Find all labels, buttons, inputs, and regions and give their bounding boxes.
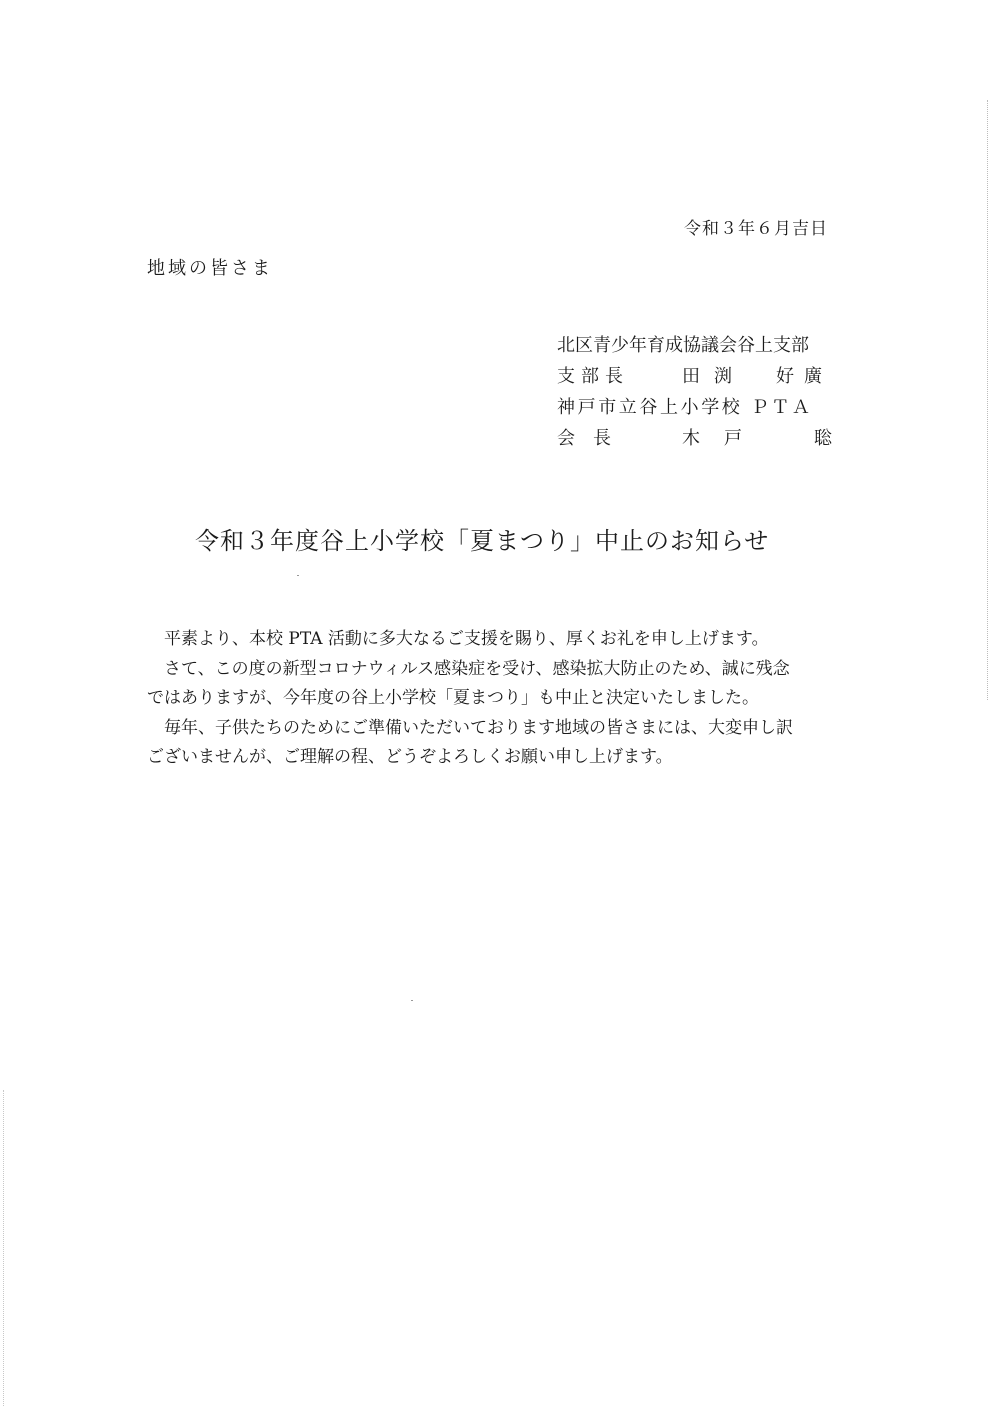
scan-edge-marks [985, 100, 988, 700]
sender-name-2-given: 聡 [814, 428, 832, 449]
sender-name-2 [682, 423, 832, 454]
sender-name-1-family: 田渕 [682, 366, 746, 387]
sender-org-1: 北区青少年育成協議会谷上支部 [557, 335, 809, 356]
document-date: 令和３年６月吉日 [684, 219, 828, 239]
sender-role-2: 会長 [557, 428, 629, 449]
sender-name-1-given: 好廣 [776, 366, 832, 387]
sender-line-2 [557, 361, 832, 392]
sender-role-1: 支部長 [557, 366, 629, 387]
sender-name-2-family: 木戸 [682, 428, 766, 449]
scan-edge-marks-left [3, 1090, 5, 1406]
body-line-4: 毎年、子供たちのためにご準備いただいております地域の皆さまには、大変申し訳 [164, 717, 793, 738]
sender-block [557, 330, 832, 454]
addressee: 地域の皆さま [147, 258, 273, 279]
body-line-1: 平素より、本校 PTA 活動に多大なるご支援を賜り、厚くお礼を申し上げます。 [164, 629, 769, 649]
sender-line-4 [557, 423, 832, 454]
body-text [147, 625, 827, 773]
sender-name-1 [682, 361, 832, 392]
document-title: 令和３年度谷上小学校「夏まつり」中止のお知らせ [195, 527, 770, 555]
body-line-2: さて、この度の新型コロナウィルス感染症を受け、感染拡大防止のため、誠に残念 [164, 658, 790, 679]
sender-org-2: 神戸市立谷上小学校 ＰＴＡ [557, 397, 813, 418]
scan-speck [297, 575, 299, 576]
scan-speck [411, 1000, 413, 1001]
body-line-5: ございませんが、ご理解の程、どうぞよろしくお願い申し上げます。 [147, 747, 673, 767]
body-line-3: ではありますが、今年度の谷上小学校「夏まつり」も中止と決定いたしました。 [147, 688, 759, 708]
